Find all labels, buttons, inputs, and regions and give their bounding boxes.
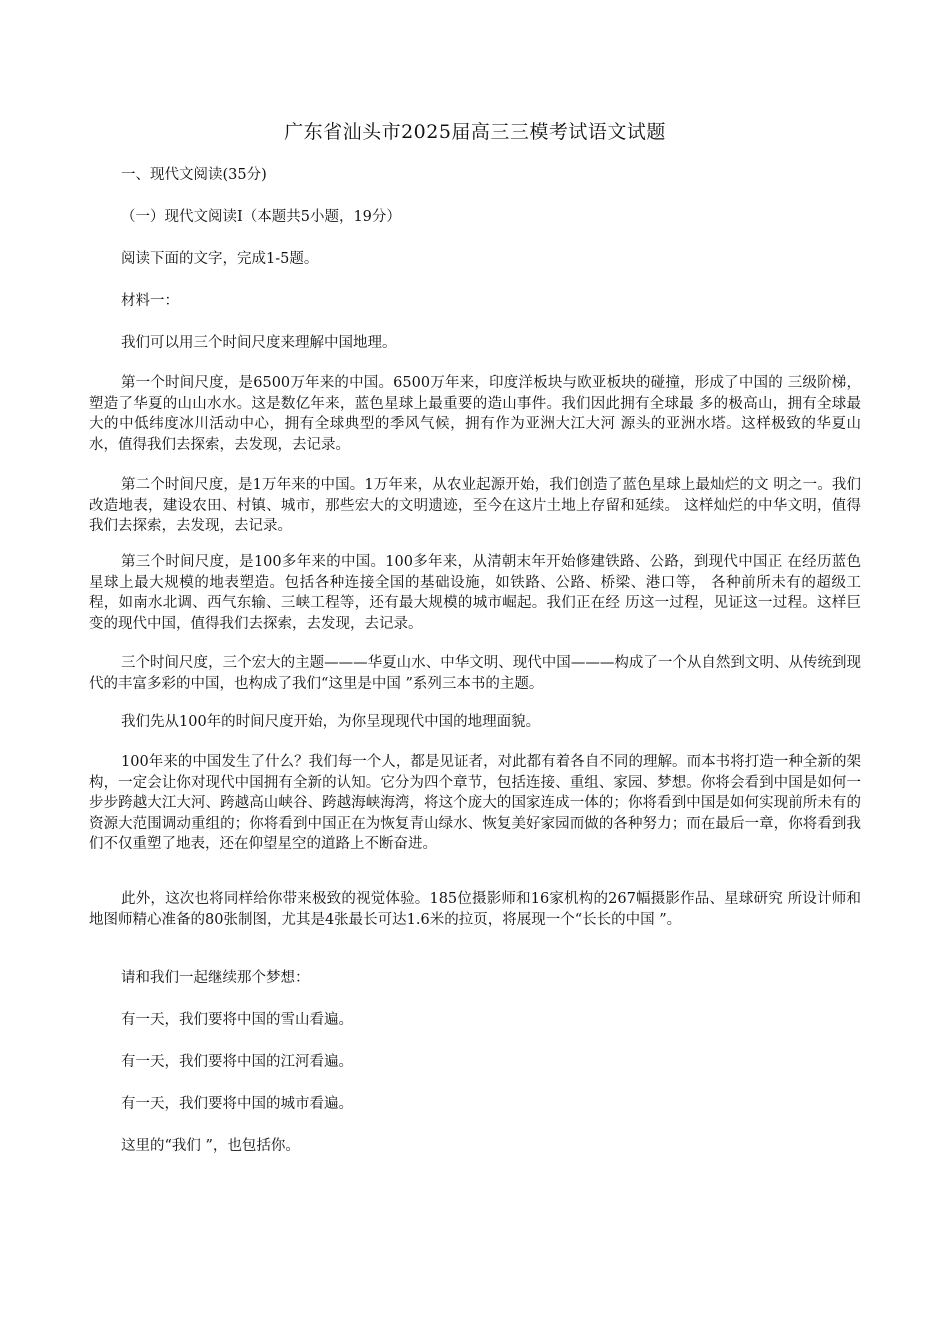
paragraph-three-themes: 三个时间尺度，三个宏大的主题———华夏山水、中华文明、现代中国———构成了一个从自然到文明、从传统到现代的丰富多彩的中国，也构成了我们“这里是中国 ”系列三本书的主题。 — [89, 655, 861, 692]
subsection-heading: （一）现代文阅读Ⅰ（本题共5小题，19分） — [121, 209, 401, 225]
paragraph-start-100-years: 我们先从100年的时间尺度开始，为你呈现现代中国的地理面貌。 — [121, 714, 541, 730]
material-label: 材料一： — [121, 293, 179, 309]
document-title: 广东省汕头市2025届高三三模考试语文试题 — [284, 121, 666, 143]
paragraph-visual-experience: 此外，这次也将同样给你带来极致的视觉体验。185位摄影师和16家机构的267幅摄影作品、星球研究 所设计师和地图师精心准备的80张制图，尤其是4张最长可达1.6米的拉页，将展现一个“长长的中国 ”。 — [89, 891, 861, 928]
paragraph-dream-snow: 有一天，我们要将中国的雪山看遍。 — [121, 1012, 353, 1028]
paragraph-closing: 这里的“我们 ”，也包括你。 — [121, 1138, 300, 1154]
paragraph-dream-intro: 请和我们一起继续那个梦想： — [121, 970, 310, 986]
paragraph-time-scale-1: 第一个时间尺度，是6500万年来的中国。6500万年来，印度洋板块与欧亚板块的碰撞，形成了中国的 三级阶梯，塑造了华夏的山山水水。这是数亿年来，蓝色星球上最重要的造山事件。我们因此拥有全球最 多的极高山，拥有全球最大的中低纬度冰川活动中心，拥有全球典型的季风气候，拥有作为亚洲大江大河 源头的亚洲水塔。这样极致的华夏山水，值得我们去探索，去发现，去记录。 — [89, 375, 861, 453]
paragraph-intro: 我们可以用三个时间尺度来理解中国地理。 — [121, 335, 397, 351]
section-heading: 一、现代文阅读(35分) — [121, 167, 267, 183]
paragraph-book-structure: 100年来的中国发生了什么？我们每一个人，都是见证者，对此都有着各自不同的理解。而本书将打造一种全新的架构，一定会让你对现代中国拥有全新的认知。它分为四个章节，包括连接、重组、家园、梦想。你将会看到中国是如何一步步跨越大江大河、跨越高山峡谷、跨越海峡海湾，将这个庞大的国家连成一体的；你将看到中国是如何实现前所未有的资源大范围调动重组的；你将看到中国正在为恢复青山绿水、恢复美好家园而做的各种努力；而在最后一章，你将看到我们不仅重塑了地表，还在仰望星空的道路上不断奋进。 — [89, 754, 861, 852]
paragraph-dream-rivers: 有一天，我们要将中国的江河看遍。 — [121, 1054, 353, 1070]
paragraph-dream-cities: 有一天，我们要将中国的城市看遍。 — [121, 1096, 353, 1112]
paragraph-time-scale-2: 第二个时间尺度，是1万年来的中国。1万年来，从农业起源开始，我们创造了蓝色星球上最灿烂的文 明之一。我们改造地表，建设农田、村镇、城市，那些宏大的文明遗迹，至今在这片土地上存留和延续。 这样灿烂的中华文明，值得我们去探索，去发现，去记录。 — [89, 477, 861, 534]
instruction-text: 阅读下面的文字，完成1-5题。 — [121, 251, 319, 267]
paragraph-time-scale-3: 第三个时间尺度，是100多年来的中国。100多年来，从清朝末年开始修建铁路、公路，到现代中国正 在经历蓝色星球上最大规模的地表塑造。包括各种连接全国的基础设施，如铁路、公路、桥梁、港口等， 各种前所未有的超级工程，如南水北调、西气东输、三峡工程等，还有最大规模的城市崛起。我们正在经 历这一过程，见证这一过程。这样巨变的现代中国，值得我们去探索，去发现，去记录。 — [89, 554, 861, 632]
